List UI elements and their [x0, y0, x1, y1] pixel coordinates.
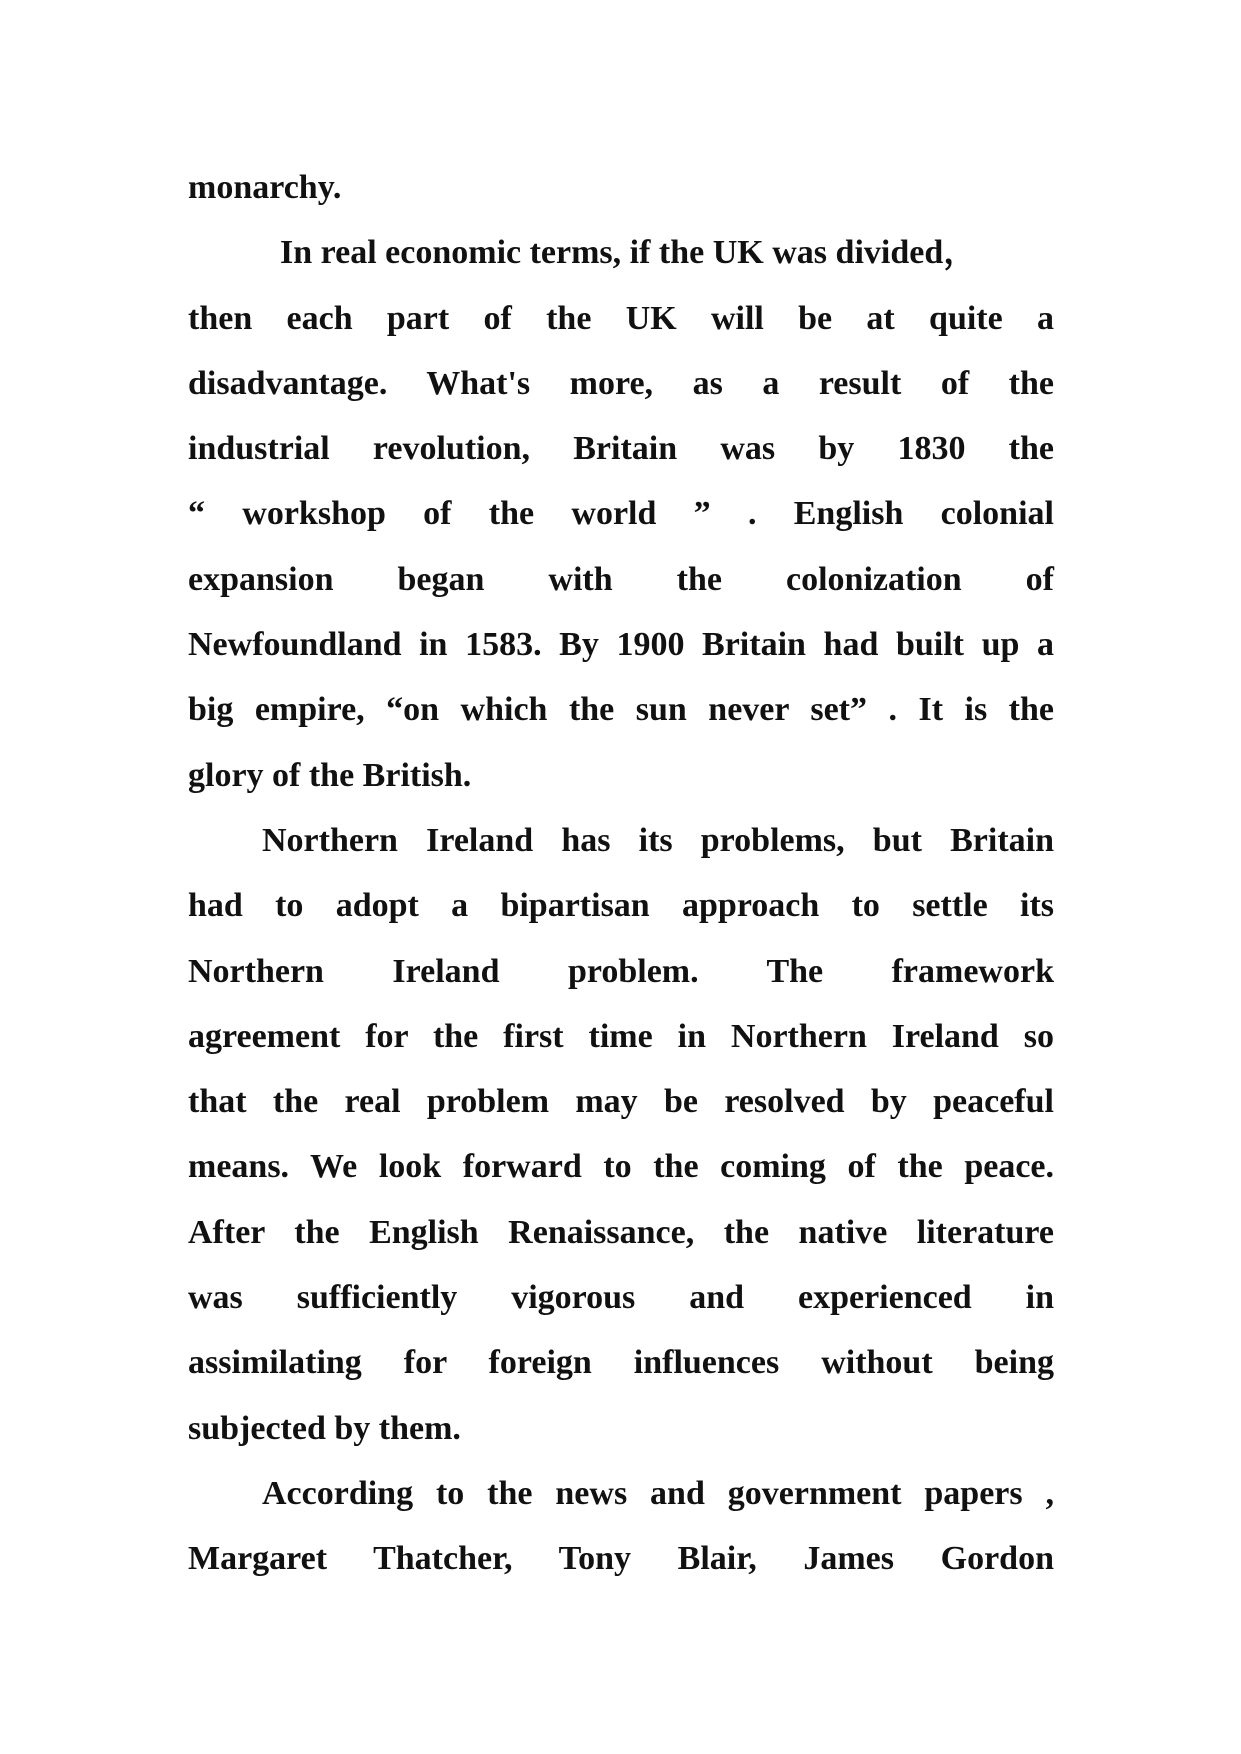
text-line: that the real problem may be resolved by peaceful	[188, 1083, 1054, 1121]
text-line: After the English Renaissance, the native literature	[188, 1213, 1054, 1251]
text-line: glory of the British.	[188, 756, 472, 794]
text-line: means. We look forward to the coming of the peace.	[188, 1148, 1054, 1186]
text-line: According to the news and government papers ,	[262, 1474, 1054, 1512]
document-body	[188, 155, 1054, 1592]
text-line: “ workshop of the world ” . English colonial	[188, 495, 1054, 533]
text-line: agreement for the first time in Northern Ireland so	[188, 1017, 1054, 1055]
text-line: In real economic terms, if the UK was divided，	[280, 234, 978, 272]
text-line: then each part of the UK will be at quite a	[188, 299, 1054, 337]
text-line: Newfoundland in 1583. By 1900 Britain had built up a	[188, 626, 1054, 664]
text-line: big empire, “on which the sun never set” . It is the	[188, 691, 1054, 729]
text-line: had to adopt a bipartisan approach to settle its	[188, 887, 1054, 925]
text-line: expansion began with the colonization of	[188, 560, 1054, 598]
text-line: assimilating for foreign influences without being	[188, 1344, 1054, 1382]
text-line: monarchy.	[188, 169, 342, 206]
text-line: Northern Ireland problem. The framework	[188, 952, 1054, 990]
text-line: Margaret Thatcher, Tony Blair, James Gordon	[188, 1540, 1054, 1578]
text-line: was sufficiently vigorous and experienced in	[188, 1279, 1054, 1317]
text-line: subjected by them.	[188, 1409, 461, 1447]
text-line: industrial revolution, Britain was by 1830 the	[188, 430, 1054, 468]
text-line: disadvantage. What's more, as a result of the	[188, 364, 1054, 402]
text-line: Northern Ireland has its problems, but Britain	[262, 821, 1054, 859]
